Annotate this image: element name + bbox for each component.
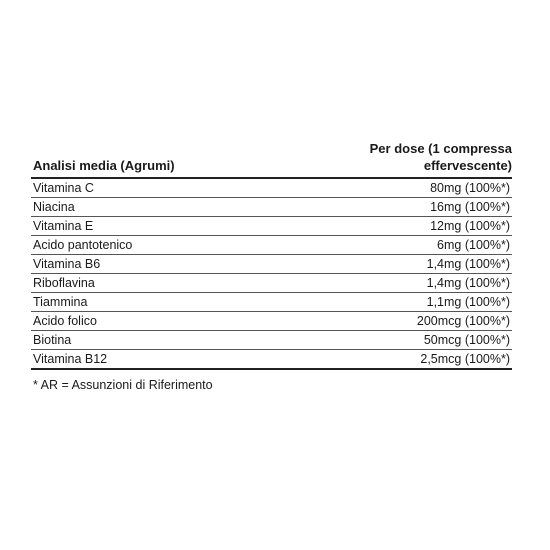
nutrient-name: Vitamina C <box>33 181 94 195</box>
nutrient-value: 12mg (100%*) <box>430 219 510 233</box>
table-row <box>31 236 512 255</box>
nutrient-name: Acido folico <box>33 314 97 328</box>
table-row <box>31 312 512 331</box>
nutrient-value: 80mg (100%*) <box>430 181 510 195</box>
nutrient-value: 200mcg (100%*) <box>416 314 510 328</box>
nutrient-name: Vitamina E <box>33 219 94 233</box>
table-body <box>31 179 512 370</box>
nutrient-value: 16mg (100%*) <box>430 200 510 214</box>
table-row <box>31 198 512 217</box>
nutrient-name: Riboflavina <box>33 276 95 290</box>
table-row <box>31 179 512 198</box>
table-row <box>31 293 512 312</box>
footnote: * AR = Assunzioni di Riferimento <box>33 378 213 392</box>
nutrient-value: 50mcg (100%*) <box>423 333 510 347</box>
nutrient-name: Niacina <box>33 200 75 214</box>
nutrient-name: Acido pantotenico <box>33 238 133 252</box>
header-analysis-label: Analisi media (Agrumi) <box>33 158 175 173</box>
header-dose-line1: Per dose (1 compressa <box>369 141 512 156</box>
nutrient-value: 1,1mg (100%*) <box>426 295 510 309</box>
table-header <box>31 138 512 179</box>
header-dose-line2: effervescente) <box>423 158 512 173</box>
table-row <box>31 274 512 293</box>
header-dose-label <box>342 140 512 174</box>
table-row <box>31 331 512 350</box>
nutrient-name: Biotina <box>33 333 72 347</box>
nutrition-table <box>31 138 512 392</box>
nutrient-value: 2,5mcg (100%*) <box>420 352 510 366</box>
nutrient-value: 6mg (100%*) <box>437 238 510 252</box>
table-row <box>31 217 512 236</box>
nutrient-value: 1,4mg (100%*) <box>426 276 510 290</box>
table-row <box>31 255 512 274</box>
nutrient-name: Tiammina <box>33 295 88 309</box>
nutrient-name: Vitamina B6 <box>33 257 101 271</box>
nutrient-value: 1,4mg (100%*) <box>426 257 510 271</box>
table-row <box>31 350 512 368</box>
nutrient-name: Vitamina B12 <box>33 352 108 366</box>
